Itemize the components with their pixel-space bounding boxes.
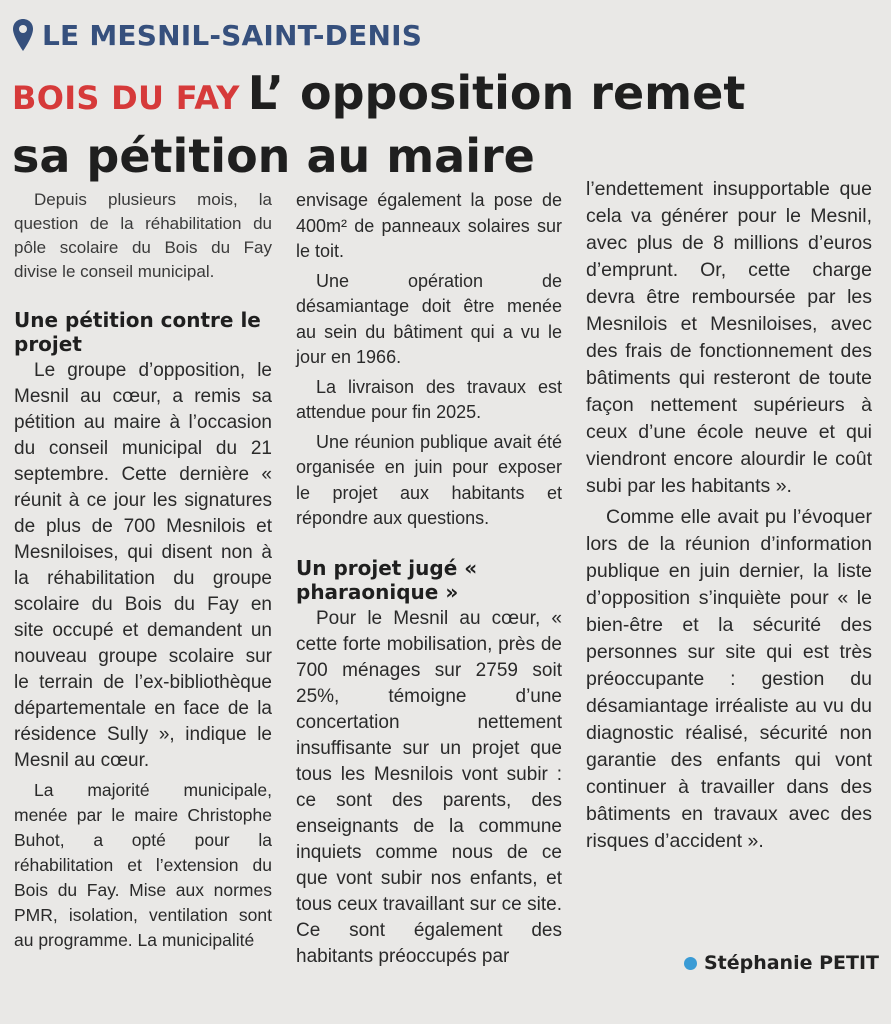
author-name: Stéphanie PETIT <box>703 952 879 974</box>
subhead-pharaonic: Un projet jugé « pharaonique » <box>296 555 478 604</box>
paragraph-petition: Le groupe d’opposition, le Mesnil au cœur, a remis sa pétition au maire à l’occasion du conseil municipal du 21 septembre. Cette dernière « réunit à ce jour les signatures de plus de 700 Mesnilois et Mesniloises, qui disent non à la réhabilitation du groupe scolaire du Bois du Fay en site occupé et demandent un nouveau groupe scolaire sur le terrain de l’ex-bibliothèque départementale en face de la résidence Sully », indique le Mesnil au cœur. <box>14 360 272 771</box>
byline <box>684 952 879 974</box>
paragraph-debt: l’endettement insupportable que cela va générer pour le Mesnil, avec plus de 8 millions d’euros d’emprunt. Or, cette charge devra être remboursée par les Mesnilois et Mesniloises, avec des frais de fonctionnement des bâtiments qui resteront de toute façon nettement supérieurs à ceux d’une école neuve et qui viendront encore alourdir le coût subi par les habitants ». <box>586 178 872 497</box>
headline-title-line2: sa pétition au maire <box>12 129 535 183</box>
paragraph-mobilisation: Pour le Mesnil au cœur, « cette forte mobilisation, près de 700 ménages sur 2759 soit 25%, témoigne d’une concertation nettement insuffisante sur un projet que tous les Mesnilois vont subir : ce sont des parents, des enseignants de la commune inquiets comme nous de ce que vont subir nos enfants, et tous ceux travaillant sur ce site. Ce sont également des habitants préoccupés par <box>296 607 562 967</box>
paragraph-solar: envisage également la pose de 400m² de panneaux solaires sur le toit. <box>296 190 562 261</box>
byline-dot-icon <box>684 957 697 970</box>
paragraph-meeting: Une réunion publique avait été organisée en juin pour exposer le projet aux habitants et répondre aux questions. <box>296 431 562 528</box>
article-column-1 <box>14 188 272 953</box>
paragraph-safety: Comme elle avait pu l’évoquer lors de la réunion d’information publique en juin dernier, la liste d’opposition s’inquiète pour « le bien-être et la sécurité des personnes sur site qui est très préoccupante : gestion du désamiantage irréaliste au vu du diagnostic réalisé, sécurité non garantie des enfants qui vont continuer à travailler dans des bâtiments en travaux avec des risques d’accident ». <box>586 506 872 852</box>
headline <box>12 64 882 185</box>
headline-title-line1: L’ opposition remet <box>247 66 746 120</box>
article-column-2 <box>296 188 562 970</box>
article-lead: Depuis plusieurs mois, la question de la réhabilitation du pôle scolaire du Bois du Fay divise le conseil municipal. <box>14 190 272 281</box>
location-banner <box>12 18 422 52</box>
paragraph-delivery: La livraison des travaux est attendue pour fin 2025. <box>296 376 562 422</box>
paragraph-majority: La majorité municipale, menée par le maire Christophe Buhot, a opté pour la réhabilitation et l’extension du Bois du Fay. Mise aux normes PMR, isolation, ventilation sont au programme. La municipalité <box>14 780 272 950</box>
paragraph-asbestos: Une opération de désamiantage doit être menée au sein du bâtiment qui a vu le jour en 1966. <box>296 270 562 367</box>
headline-kicker: BOIS DU FAY <box>12 79 240 117</box>
location-name: LE MESNIL-SAINT-DENIS <box>42 18 423 52</box>
subhead-petition: Une pétition contre le projet <box>14 308 261 356</box>
article-column-3 <box>586 176 872 855</box>
map-pin-icon <box>12 18 34 52</box>
